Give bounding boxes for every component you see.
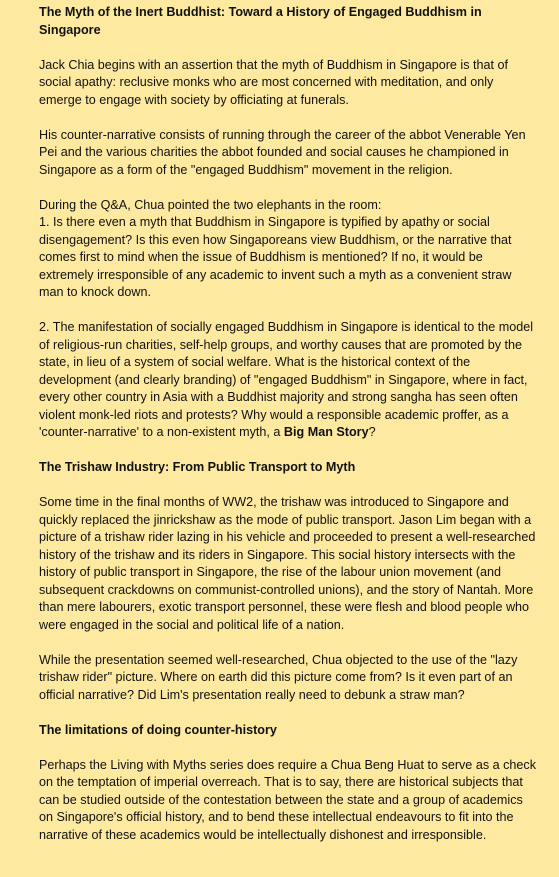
paragraph — [39, 319, 537, 442]
section-heading-counter-history: The limitations of doing counter-history — [39, 722, 277, 737]
paragraph: Perhaps the Living with Myths series does require a Chua Beng Huat to serve as a check on the temptation of imperial overreach. That is to say, there are historical subjects that can be studied outside of the contestation between the state and a group of academics on Singapore's official history, and to bend these intellectual endeavours to fit into the narrative of these academics would be intellectually dishonest and irresponsible. — [39, 757, 537, 842]
section-heading-trishaw: The Trishaw Industry: From Public Transport to Myth — [39, 460, 356, 474]
question-mark: ? — [368, 425, 376, 439]
section-heading-engaged-buddhism: The Myth of the Inert Buddhist: Toward a History of Engaged Buddhism in Singapore — [39, 5, 482, 37]
big-man-story-emphasis: Big Man Story — [283, 425, 369, 439]
paragraph: Some time in the final months of WW2, the trishaw was introduced to Singapore and quickly replaced the jinrickshaw as the mode of public transport. Jason Lim began with a picture of a trishaw rider lazing in his vehicle and proceeded to present a well-researched history of the trishaw and its riders in Singapore. This social history intersects with the history of public transport in Singapore, the rise of the labour union movement (and subsequent crackdowns on communist-controlled unions), and the story of Nantah. More than mere labourers, exotic transport personnel, these were flesh and blood people who were engaged in the social and political life of a nation. — [39, 495, 536, 632]
paragraph: Jack Chia begins with an assertion that the myth of Buddhism in Singapore is that of social apathy: reclusive monks who are most concerned with meditation, and only emerge to engage with society by officiating at funerals. — [39, 57, 509, 107]
paragraph: His counter-narrative consists of running through the career of the abbot Venerable Yen Pei and the various charities the abbot founded and social causes he championed in Singapore as a form of the "engaged Buddhism" movement in the religion. — [39, 127, 526, 177]
paragraph-text: 2. The manifestation of socially engaged Buddhism in Singapore is identical to the model of religious-run charities, self-help groups, and worthy causes that are promoted by the state, in lieu of a system of social welfare. What is the historical context of the development (and clearly branding) of "engaged Buddhism" in Singapore, where in fact, every other country in Asia with a Buddhist majority and strong sangha has seen often violent monk-led riots and protests? Why would a responsible academic proffer, as a 'counter-narrative' to a non-existent myth, a — [39, 320, 534, 439]
paragraph: While the presentation seemed well-researched, Chua objected to the use of the "lazy trishaw rider" picture. Where on earth did this picture come from? Is it even part of an official narrative? Did Lim's presentation really need to debunk a straw man? — [39, 652, 518, 702]
paragraph: 1. Is there even a myth that Buddhism in Singapore is typified by apathy or social disengagement? Is this even how Singaporeans view Buddhism, or the narrative that comes first to mind when the issue of Buddhism is mentioned? If no, it would be extremely irresponsible of any academic to invent such a myth as a convenient straw man to knock down. — [39, 215, 512, 299]
paragraph: During the Q&A, Chua pointed the two elephants in the room: — [39, 197, 382, 212]
